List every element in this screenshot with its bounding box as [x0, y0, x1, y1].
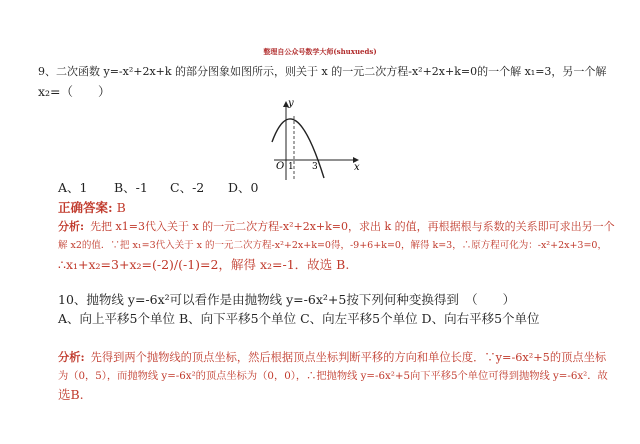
- x-axis-label: x: [354, 162, 360, 173]
- q9-analysis-line1: [58, 219, 615, 235]
- q9-answer: [58, 200, 126, 216]
- q9-text-line1: 9、二次函数 y=-x²+2x+k 的部分图象如图所示，则关于 x 的一元二次方程-x²+2x+k=0的一个解 x₁=3，另一个解: [38, 65, 607, 78]
- tick-label-3: 3: [312, 162, 318, 172]
- q10-text-line1: 10、抛物线 y=-6x²可以看作是由抛物线 y=-6x²+5按下列何种变换得到 （ ）: [58, 292, 516, 307]
- answer-label: 正确答案:: [58, 200, 113, 215]
- q10-analysis-line2: 为（0，5），而抛物线 y=-6x²的顶点坐标为（0，0），∴把抛物线 y=-6x²+5向下平移5个单位可得到抛物线 y=-6x²．故: [58, 370, 608, 382]
- origin-label: O: [276, 161, 285, 172]
- analysis-text: 先把 x1=3代入关于 x 的一元二次方程-x²+2x+k=0，求出 k 的值，再根据根与系数的关系即可求出另一个: [90, 220, 615, 233]
- tick-label-1: 1: [288, 162, 294, 172]
- page-header: 整理自公众号数学大师(shuxueds): [263, 47, 377, 56]
- q9-option-a[interactable]: A、1: [58, 180, 88, 195]
- q9-text-line2: x₂=（ ）: [38, 84, 111, 99]
- q10-options: A、向上平移5个单位 B、向下平移5个单位 C、向左平移5个单位 D、向右平移5个单位: [58, 311, 540, 326]
- parabola-graph: [258, 96, 368, 182]
- analysis-label: 分析:: [58, 350, 85, 364]
- q9-analysis-line2: 解 x2的值．∵把 x₁=3代入关于 x 的一元二次方程-x²+2x+k=0得，-9+6+k=0，解得 k=3，∴原方程可化为：-x²+2x+3=0，: [58, 240, 607, 251]
- analysis-text: 先得到两个抛物线的顶点坐标，然后根据顶点坐标判断平移的方向和单位长度．∵y=-6x²+5的顶点坐标: [90, 351, 607, 364]
- q9-options: [58, 180, 258, 196]
- analysis-label: 分析:: [58, 220, 85, 233]
- q9-option-c[interactable]: C、-2: [170, 180, 205, 195]
- q10-analysis-line3: 选B.: [58, 387, 84, 402]
- answer-value: B: [116, 200, 126, 215]
- q9-option-d[interactable]: D、0: [228, 180, 259, 195]
- q9-option-b[interactable]: B、-1: [114, 180, 148, 195]
- q10-analysis-line1: [58, 349, 606, 366]
- y-axis-label: y: [288, 98, 294, 109]
- q9-analysis-line3: ∴x₁+x₂=3+x₂=(-2)/(-1)=2，解得 x₂=-1．故选 B.: [58, 257, 350, 272]
